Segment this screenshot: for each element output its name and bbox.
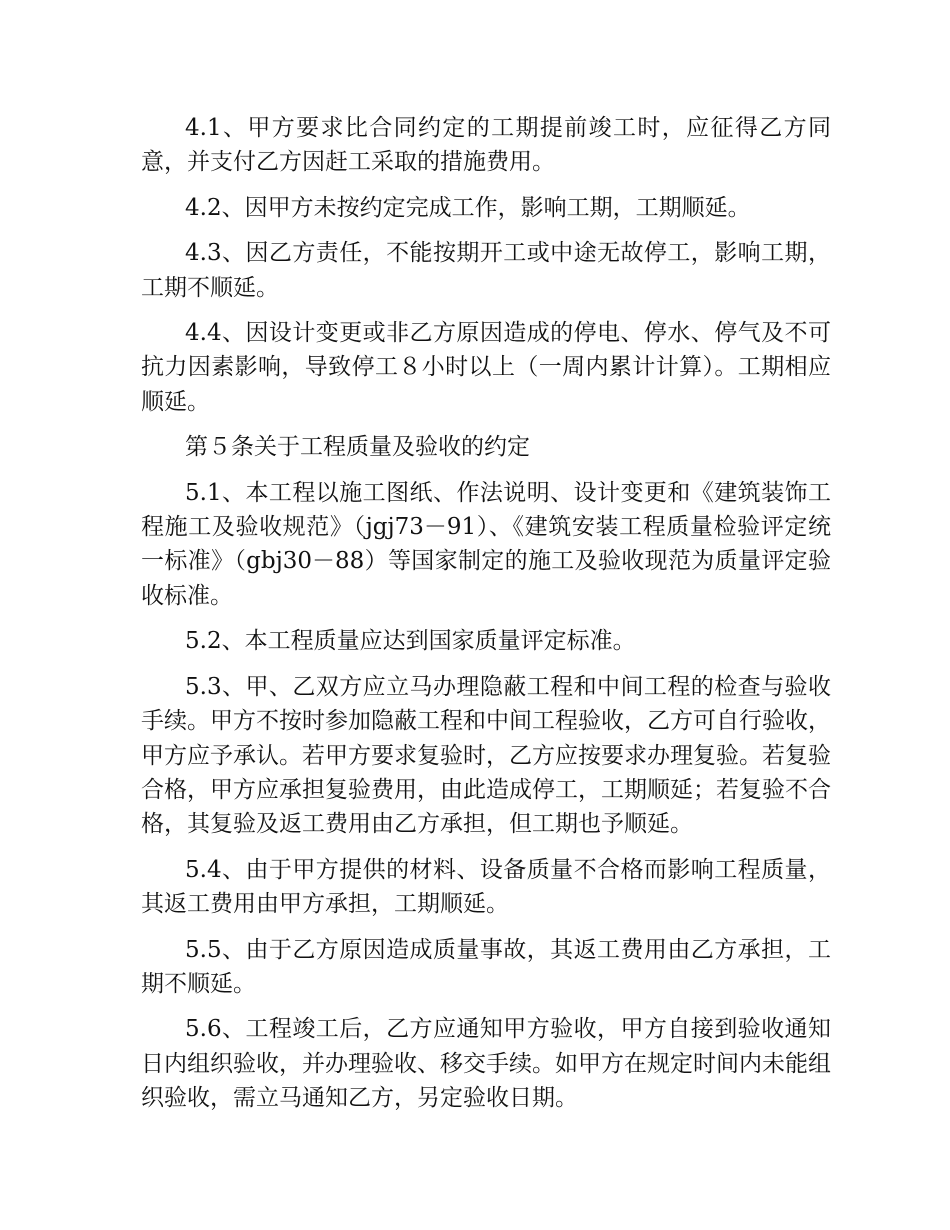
clause-5-2: 5.2、本工程质量应达到国家质量评定标准。 bbox=[185, 628, 636, 655]
clause-4-4: 4.4、因设计变更或非乙方原因造成的停电、停水、停气及不可抗力因素影响，导致停工８小时以上（一周内累计计算）。工期相应顺延。 bbox=[141, 320, 831, 415]
clause-5-3: 5.3、甲、乙双方应立马办理隐蔽工程和中间工程的检查与验收手续。甲方不按时参加隐蔽工程和中间工程验收，乙方可自行验收，甲方应予承认。若甲方要求复验时，乙方应按要求办理复验。若复验合格，甲方应承担复验费用，由此造成停工，工期顺延；若复验不合格，其复验及返工费用由乙方承担，但工期也予顺延。 bbox=[141, 673, 831, 838]
section-5-heading: 第５条关于工程质量及验收的约定 bbox=[185, 434, 530, 461]
clause-5-5: 5.5、由于乙方原因造成质量事故，其返工费用由乙方承担，工期不顺延。 bbox=[141, 936, 831, 997]
document-body bbox=[141, 111, 831, 1127]
clause-4-3: 4.3、因乙方责任，不能按期开工或中途无故停工，影响工期，工期不顺延。 bbox=[141, 240, 831, 301]
clause-4-2: 4.2、因甲方未按约定完成工作，影响工期，工期顺延。 bbox=[185, 194, 751, 221]
clause-5-4: 5.4、由于甲方提供的材料、设备质量不合格而影响工程质量，其返工费用由甲方承担，工期顺延。 bbox=[141, 856, 831, 918]
clause-5-1: 5.1、本工程以施工图纸、作法说明、设计变更和《建筑装饰工程施工及验收规范》（jgj73－91）、《建筑安装工程质量检验评定统一标准》（gbj30－88）等国家制定的施工及验收现范为质量评定验收标准。 bbox=[141, 479, 831, 609]
clause-4-1: 4.1、甲方要求比合同约定的工期提前竣工时，应征得乙方同意，并支付乙方因赶工采取的措施费用。 bbox=[141, 115, 831, 176]
clause-5-6: 5.6、工程竣工后，乙方应通知甲方验收，甲方自接到验收通知日内组织验收，并办理验收、移交手续。如甲方在规定时间内未能组织验收，需立马通知乙方，另定验收日期。 bbox=[141, 1016, 831, 1112]
